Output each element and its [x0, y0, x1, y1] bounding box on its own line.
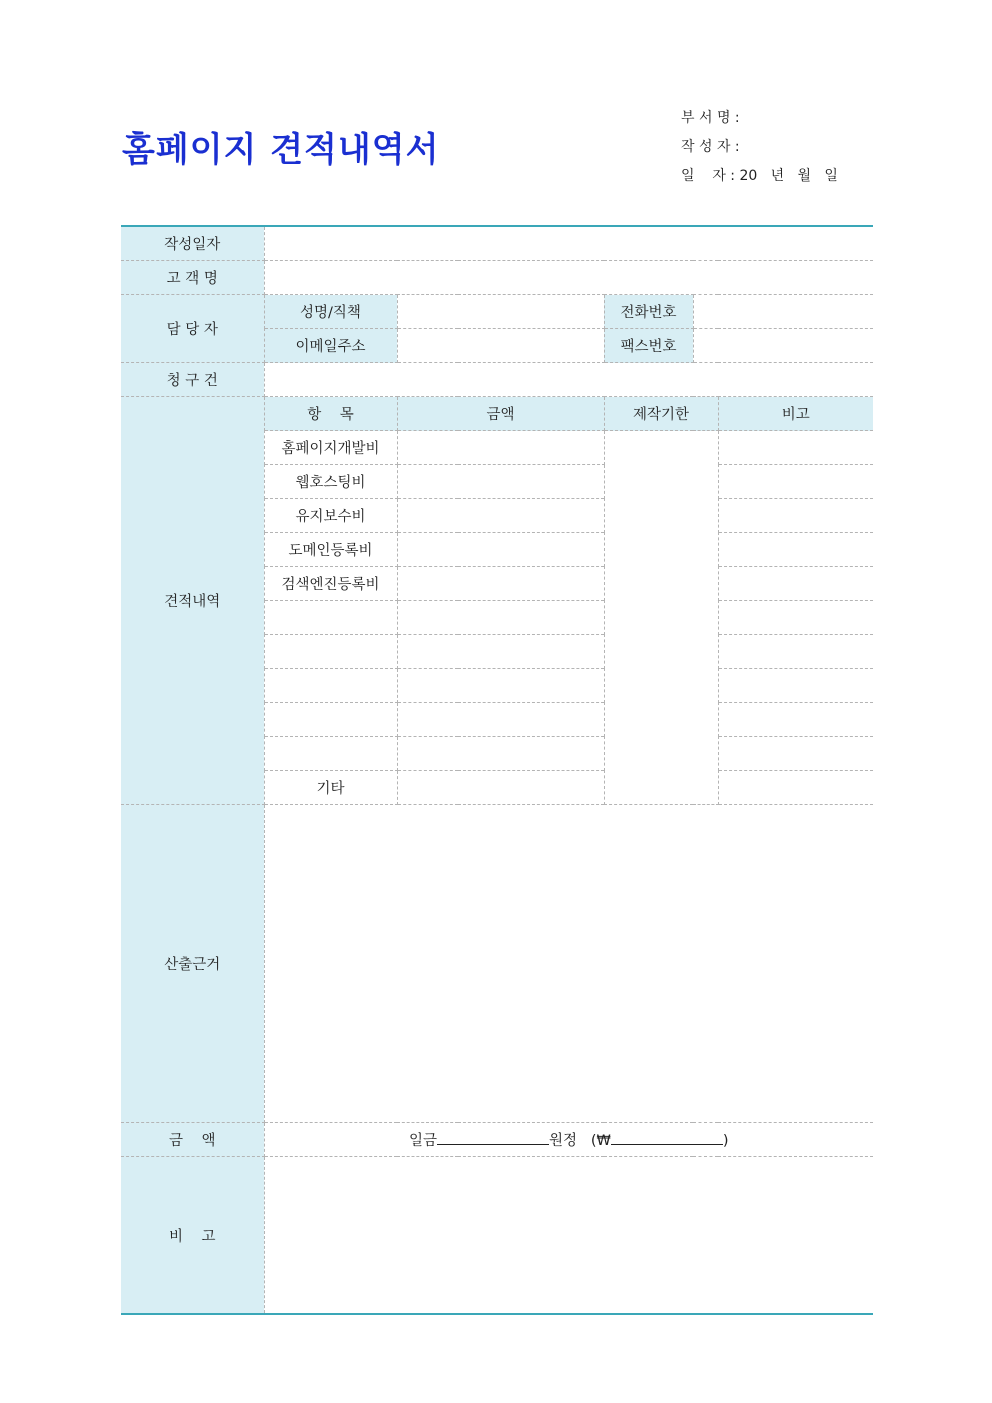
item-label-field[interactable]: [264, 737, 397, 771]
date-label: 일 자 : 20 년 월 일: [681, 168, 838, 184]
department-label: 부 서 명 :: [681, 110, 740, 126]
total-amount-label: 금 액: [121, 1123, 264, 1157]
item-label: 웹호스팅비: [264, 465, 397, 499]
name-title-label: 성명/직책: [264, 295, 397, 329]
column-header-amount: 금액: [397, 397, 604, 431]
amount-suffix: ): [722, 1133, 729, 1149]
page-title: 홈페이지 견적내역서: [122, 130, 440, 170]
total-amount-field[interactable]: [264, 1123, 873, 1157]
claim-field[interactable]: [264, 363, 873, 397]
column-header-remarks: 비고: [718, 397, 873, 431]
remarks-field[interactable]: [264, 1157, 873, 1315]
amount-middle: 원정 (₩: [549, 1133, 611, 1149]
item-amount-field[interactable]: [397, 499, 604, 533]
item-label: 홈페이지개발비: [264, 431, 397, 465]
item-label-field[interactable]: [264, 669, 397, 703]
item-amount-field[interactable]: [397, 601, 604, 635]
item-remarks-field[interactable]: [718, 737, 873, 771]
amount-prefix: 일금: [409, 1133, 438, 1149]
item-remarks-field[interactable]: [718, 567, 873, 601]
item-label: 검색엔진등록비: [264, 567, 397, 601]
item-remarks-field[interactable]: [718, 601, 873, 635]
item-amount-field[interactable]: [397, 465, 604, 499]
production-deadline-field[interactable]: [604, 431, 718, 805]
item-amount-field[interactable]: [397, 737, 604, 771]
numeric-amount-blank[interactable]: [611, 1130, 723, 1145]
fax-label: 팩스번호: [604, 329, 693, 363]
item-remarks-field[interactable]: [718, 635, 873, 669]
estimate-table: [121, 225, 873, 1315]
name-title-field[interactable]: [397, 295, 604, 329]
item-remarks-field[interactable]: [718, 431, 873, 465]
item-remarks-field[interactable]: [718, 465, 873, 499]
email-field[interactable]: [397, 329, 604, 363]
creation-date-label: 작성일자: [121, 226, 264, 261]
item-amount-field[interactable]: [397, 533, 604, 567]
item-label: 기타: [264, 771, 397, 805]
document-meta: [681, 104, 881, 191]
item-amount-field[interactable]: [397, 635, 604, 669]
item-amount-field[interactable]: [397, 703, 604, 737]
estimate-detail-label: 견적내역: [121, 397, 264, 805]
item-label: 도메인등록비: [264, 533, 397, 567]
item-amount-field[interactable]: [397, 567, 604, 601]
item-remarks-field[interactable]: [718, 703, 873, 737]
item-remarks-field[interactable]: [718, 669, 873, 703]
customer-name-label: 고 객 명: [121, 261, 264, 295]
claim-label: 청 구 건: [121, 363, 264, 397]
item-amount-field[interactable]: [397, 771, 604, 805]
column-header-deadline: 제작기한: [604, 397, 718, 431]
calculation-basis-field[interactable]: [264, 805, 873, 1123]
author-label: 작 성 자 :: [681, 139, 740, 155]
item-label-field[interactable]: [264, 601, 397, 635]
item-label: 유지보수비: [264, 499, 397, 533]
creation-date-field[interactable]: [264, 226, 873, 261]
item-label-field[interactable]: [264, 703, 397, 737]
item-remarks-field[interactable]: [718, 771, 873, 805]
item-amount-field[interactable]: [397, 431, 604, 465]
item-amount-field[interactable]: [397, 669, 604, 703]
customer-name-field[interactable]: [264, 261, 873, 295]
calculation-basis-label: 산출근거: [121, 805, 264, 1123]
phone-field[interactable]: [693, 295, 873, 329]
fax-field[interactable]: [693, 329, 873, 363]
email-label: 이메일주소: [264, 329, 397, 363]
korean-amount-blank[interactable]: [437, 1130, 549, 1145]
item-label-field[interactable]: [264, 635, 397, 669]
phone-label: 전화번호: [604, 295, 693, 329]
remarks-label: 비 고: [121, 1157, 264, 1315]
item-remarks-field[interactable]: [718, 533, 873, 567]
contact-person-label: 담 당 자: [121, 295, 264, 363]
column-header-item: 항 목: [264, 397, 397, 431]
item-remarks-field[interactable]: [718, 499, 873, 533]
